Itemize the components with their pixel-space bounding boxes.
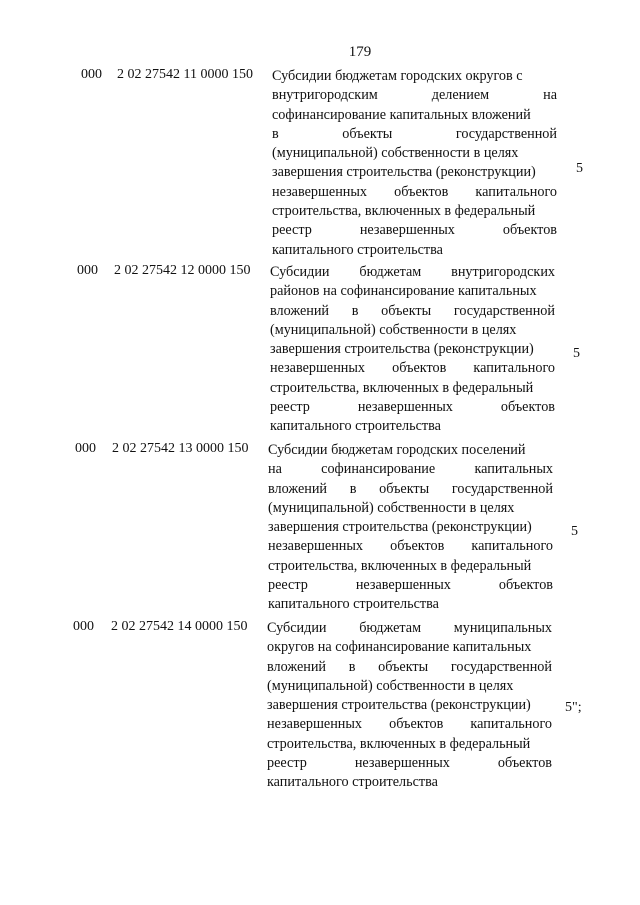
description-line: вложений в объекты государственной bbox=[270, 302, 555, 319]
description-line: в объекты государственной bbox=[272, 125, 557, 142]
description-line: вложений в объекты государственной bbox=[267, 658, 552, 675]
description-line: районов на софинансирование капитальных bbox=[270, 283, 537, 300]
description-line: реестр незавершенных объектов bbox=[272, 222, 557, 239]
kbk-code: 2 02 27542 13 0000 150 bbox=[112, 441, 249, 456]
description-line: вложений в объекты государственной bbox=[268, 480, 553, 497]
kbk-code: 2 02 27542 12 0000 150 bbox=[114, 263, 251, 278]
row-value: 5 bbox=[571, 524, 578, 539]
kbk-code: 2 02 27542 14 0000 150 bbox=[111, 619, 248, 634]
description-line: строительства, включенных в федеральный bbox=[268, 557, 532, 574]
row-description bbox=[270, 263, 555, 437]
description-line: завершения строительства (реконструкции) bbox=[267, 697, 531, 714]
description-line: незавершенных объектов капитального bbox=[272, 183, 557, 200]
admin-code: 000 bbox=[81, 67, 102, 82]
description-line: строительства, включенных в федеральный bbox=[267, 735, 531, 752]
admin-code: 000 bbox=[75, 441, 96, 456]
admin-code: 000 bbox=[77, 263, 98, 278]
description-line: (муниципальной) собственности в целях bbox=[272, 145, 519, 162]
description-line: Субсидии бюджетам городских округов с bbox=[272, 68, 523, 84]
description-line: внутригородским делением на bbox=[272, 87, 557, 104]
description-line: завершения строительства (реконструкции) bbox=[272, 164, 536, 181]
description-line: (муниципальной) собственности в целях bbox=[270, 321, 517, 338]
kbk-code: 2 02 27542 11 0000 150 bbox=[117, 67, 253, 82]
row-description bbox=[268, 441, 553, 615]
description-line: строительства, включенных в федеральный bbox=[270, 379, 534, 396]
description-line: капитального строительства bbox=[272, 241, 443, 258]
description-line: незавершенных объектов капитального bbox=[267, 716, 552, 733]
description-line: незавершенных объектов капитального bbox=[268, 538, 553, 555]
page-number: 179 bbox=[348, 44, 372, 60]
description-line: завершения строительства (реконструкции) bbox=[270, 341, 534, 358]
row-description bbox=[267, 619, 552, 793]
description-line: незавершенных объектов капитального bbox=[270, 360, 555, 377]
description-line: строительства, включенных в федеральный bbox=[272, 203, 536, 220]
description-line: реестр незавершенных объектов bbox=[270, 399, 555, 416]
row-value: 5 bbox=[576, 161, 583, 176]
row-description bbox=[272, 67, 557, 260]
admin-code: 000 bbox=[73, 619, 94, 634]
description-line: (муниципальной) собственности в целях bbox=[267, 677, 514, 694]
description-line: реестр незавершенных объектов bbox=[268, 577, 553, 594]
description-line: Субсидии бюджетам внутригородских bbox=[270, 264, 555, 280]
description-line: капитального строительства bbox=[270, 418, 441, 435]
description-line: округов на софинансирование капитальных bbox=[267, 639, 532, 656]
description-line: реестр незавершенных объектов bbox=[267, 755, 552, 772]
description-line: софинансирование капитальных вложений bbox=[272, 106, 531, 123]
row-value: 5"; bbox=[565, 700, 582, 715]
description-line: капитального строительства bbox=[267, 774, 438, 791]
description-line: (муниципальной) собственности в целях bbox=[268, 499, 515, 516]
row-value: 5 bbox=[573, 346, 580, 361]
description-line: Субсидии бюджетам муниципальных bbox=[267, 620, 552, 636]
description-line: завершения строительства (реконструкции) bbox=[268, 519, 532, 536]
description-line: Субсидии бюджетам городских поселений bbox=[268, 442, 526, 458]
description-line: капитального строительства bbox=[268, 596, 439, 613]
description-line: на софинансирование капитальных bbox=[268, 461, 553, 478]
